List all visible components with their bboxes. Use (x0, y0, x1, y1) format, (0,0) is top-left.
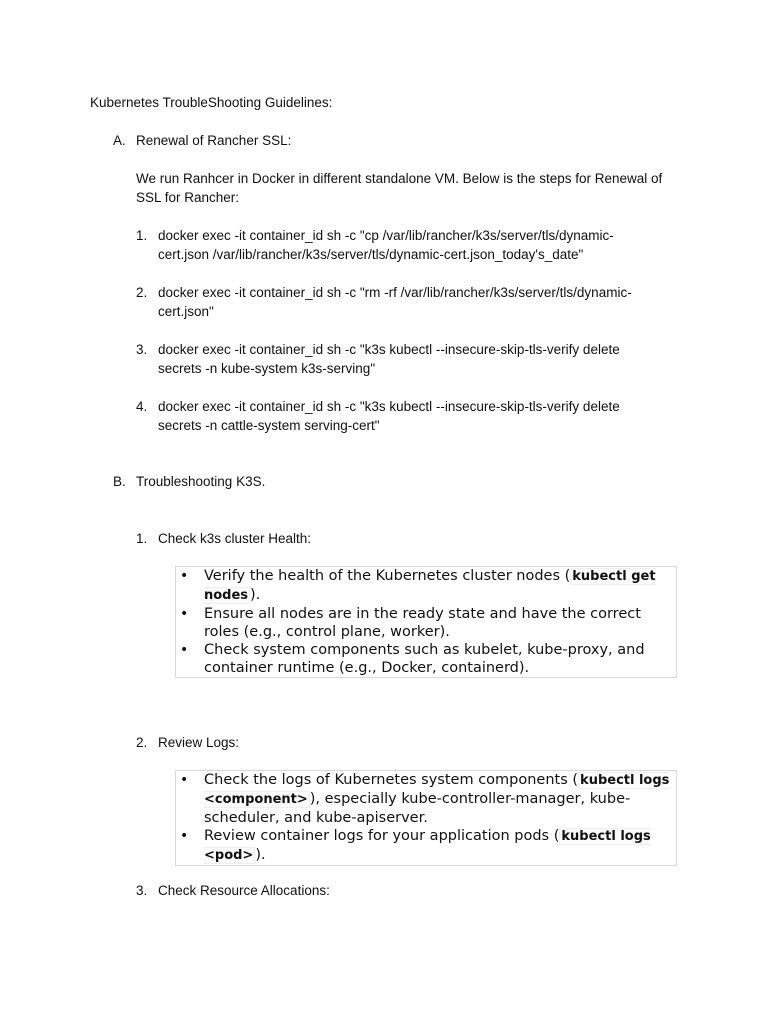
item-1-label: Check k3s cluster Health: (158, 531, 312, 546)
step-3-line1: docker exec -it container_id sh -c "k3s kubectl --insecure-skip-tls-verify delete (158, 342, 620, 357)
section-a-heading: Renewal of Rancher SSL: (136, 133, 292, 148)
inline-code: kubectl logs <component> (204, 773, 670, 807)
step-number: 4. (136, 399, 148, 414)
health-check-box (175, 566, 677, 678)
page-title: Kubernetes TroubleShooting Guidelines: (90, 95, 333, 110)
step-3-line2: secrets -n kube-system k3s-serving" (158, 361, 376, 376)
step-number: 3. (136, 342, 148, 357)
bullet-icon: • (180, 642, 189, 658)
review-logs-box (175, 770, 677, 866)
section-a-intro-line2: SSL for Rancher: (136, 190, 240, 205)
step-1-line1: docker exec -it container_id sh -c "cp /var/lib/rancher/k3s/server/tls/dynamic- (158, 228, 614, 243)
section-b-marker: B. (113, 474, 126, 489)
step-2-line2: cert.json" (158, 304, 214, 319)
bullet-icon: • (180, 568, 189, 584)
bullet-icon: • (180, 828, 189, 844)
step-1-line2: cert.json /var/lib/rancher/k3s/server/tls/dynamic-cert.json_today's_date" (158, 247, 584, 262)
step-2-line1: docker exec -it container_id sh -c "rm -rf /var/lib/rancher/k3s/server/tls/dynamic- (158, 285, 632, 300)
step-4-line2: secrets -n cattle-system serving-cert" (158, 418, 380, 433)
section-a-marker: A. (113, 133, 126, 148)
inline-code: kubectl logs <pod> (204, 829, 651, 863)
list-item: • Review container logs for your application pods ( kubectl logs <pod> ). (180, 828, 651, 863)
bullet-icon: • (180, 772, 189, 788)
item-number: 2. (136, 735, 148, 750)
item-2-label: Review Logs: (158, 735, 240, 750)
step-number: 2. (136, 285, 148, 300)
section-b-heading: Troubleshooting K3S. (136, 474, 266, 489)
item-3-label: Check Resource Allocations: (158, 883, 330, 898)
list-item: • Check system components such as kubelet, kube-proxy, and container runtime (e.g., Docker, containerd). (180, 642, 645, 676)
section-a-intro-line1: We run Ranhcer in Docker in different standalone VM. Below is the steps for Renewal of (136, 171, 663, 186)
inline-code: kubectl get nodes (204, 569, 656, 603)
list-item: • Check the logs of Kubernetes system components ( kubectl logs <component> ), especially kube-controller-manager, kube-scheduler, and kube-apiserver. (180, 772, 670, 826)
list-item: • Verify the health of the Kubernetes cluster nodes ( kubectl get nodes ). (180, 568, 656, 603)
list-item: • Ensure all nodes are in the ready state and have the correct roles (e.g., control plane, worker). (180, 606, 641, 640)
step-4-line1: docker exec -it container_id sh -c "k3s kubectl --insecure-skip-tls-verify delete (158, 399, 620, 414)
step-number: 1. (136, 228, 148, 243)
item-number: 1. (136, 531, 148, 546)
item-number: 3. (136, 883, 148, 898)
bullet-icon: • (180, 606, 189, 622)
